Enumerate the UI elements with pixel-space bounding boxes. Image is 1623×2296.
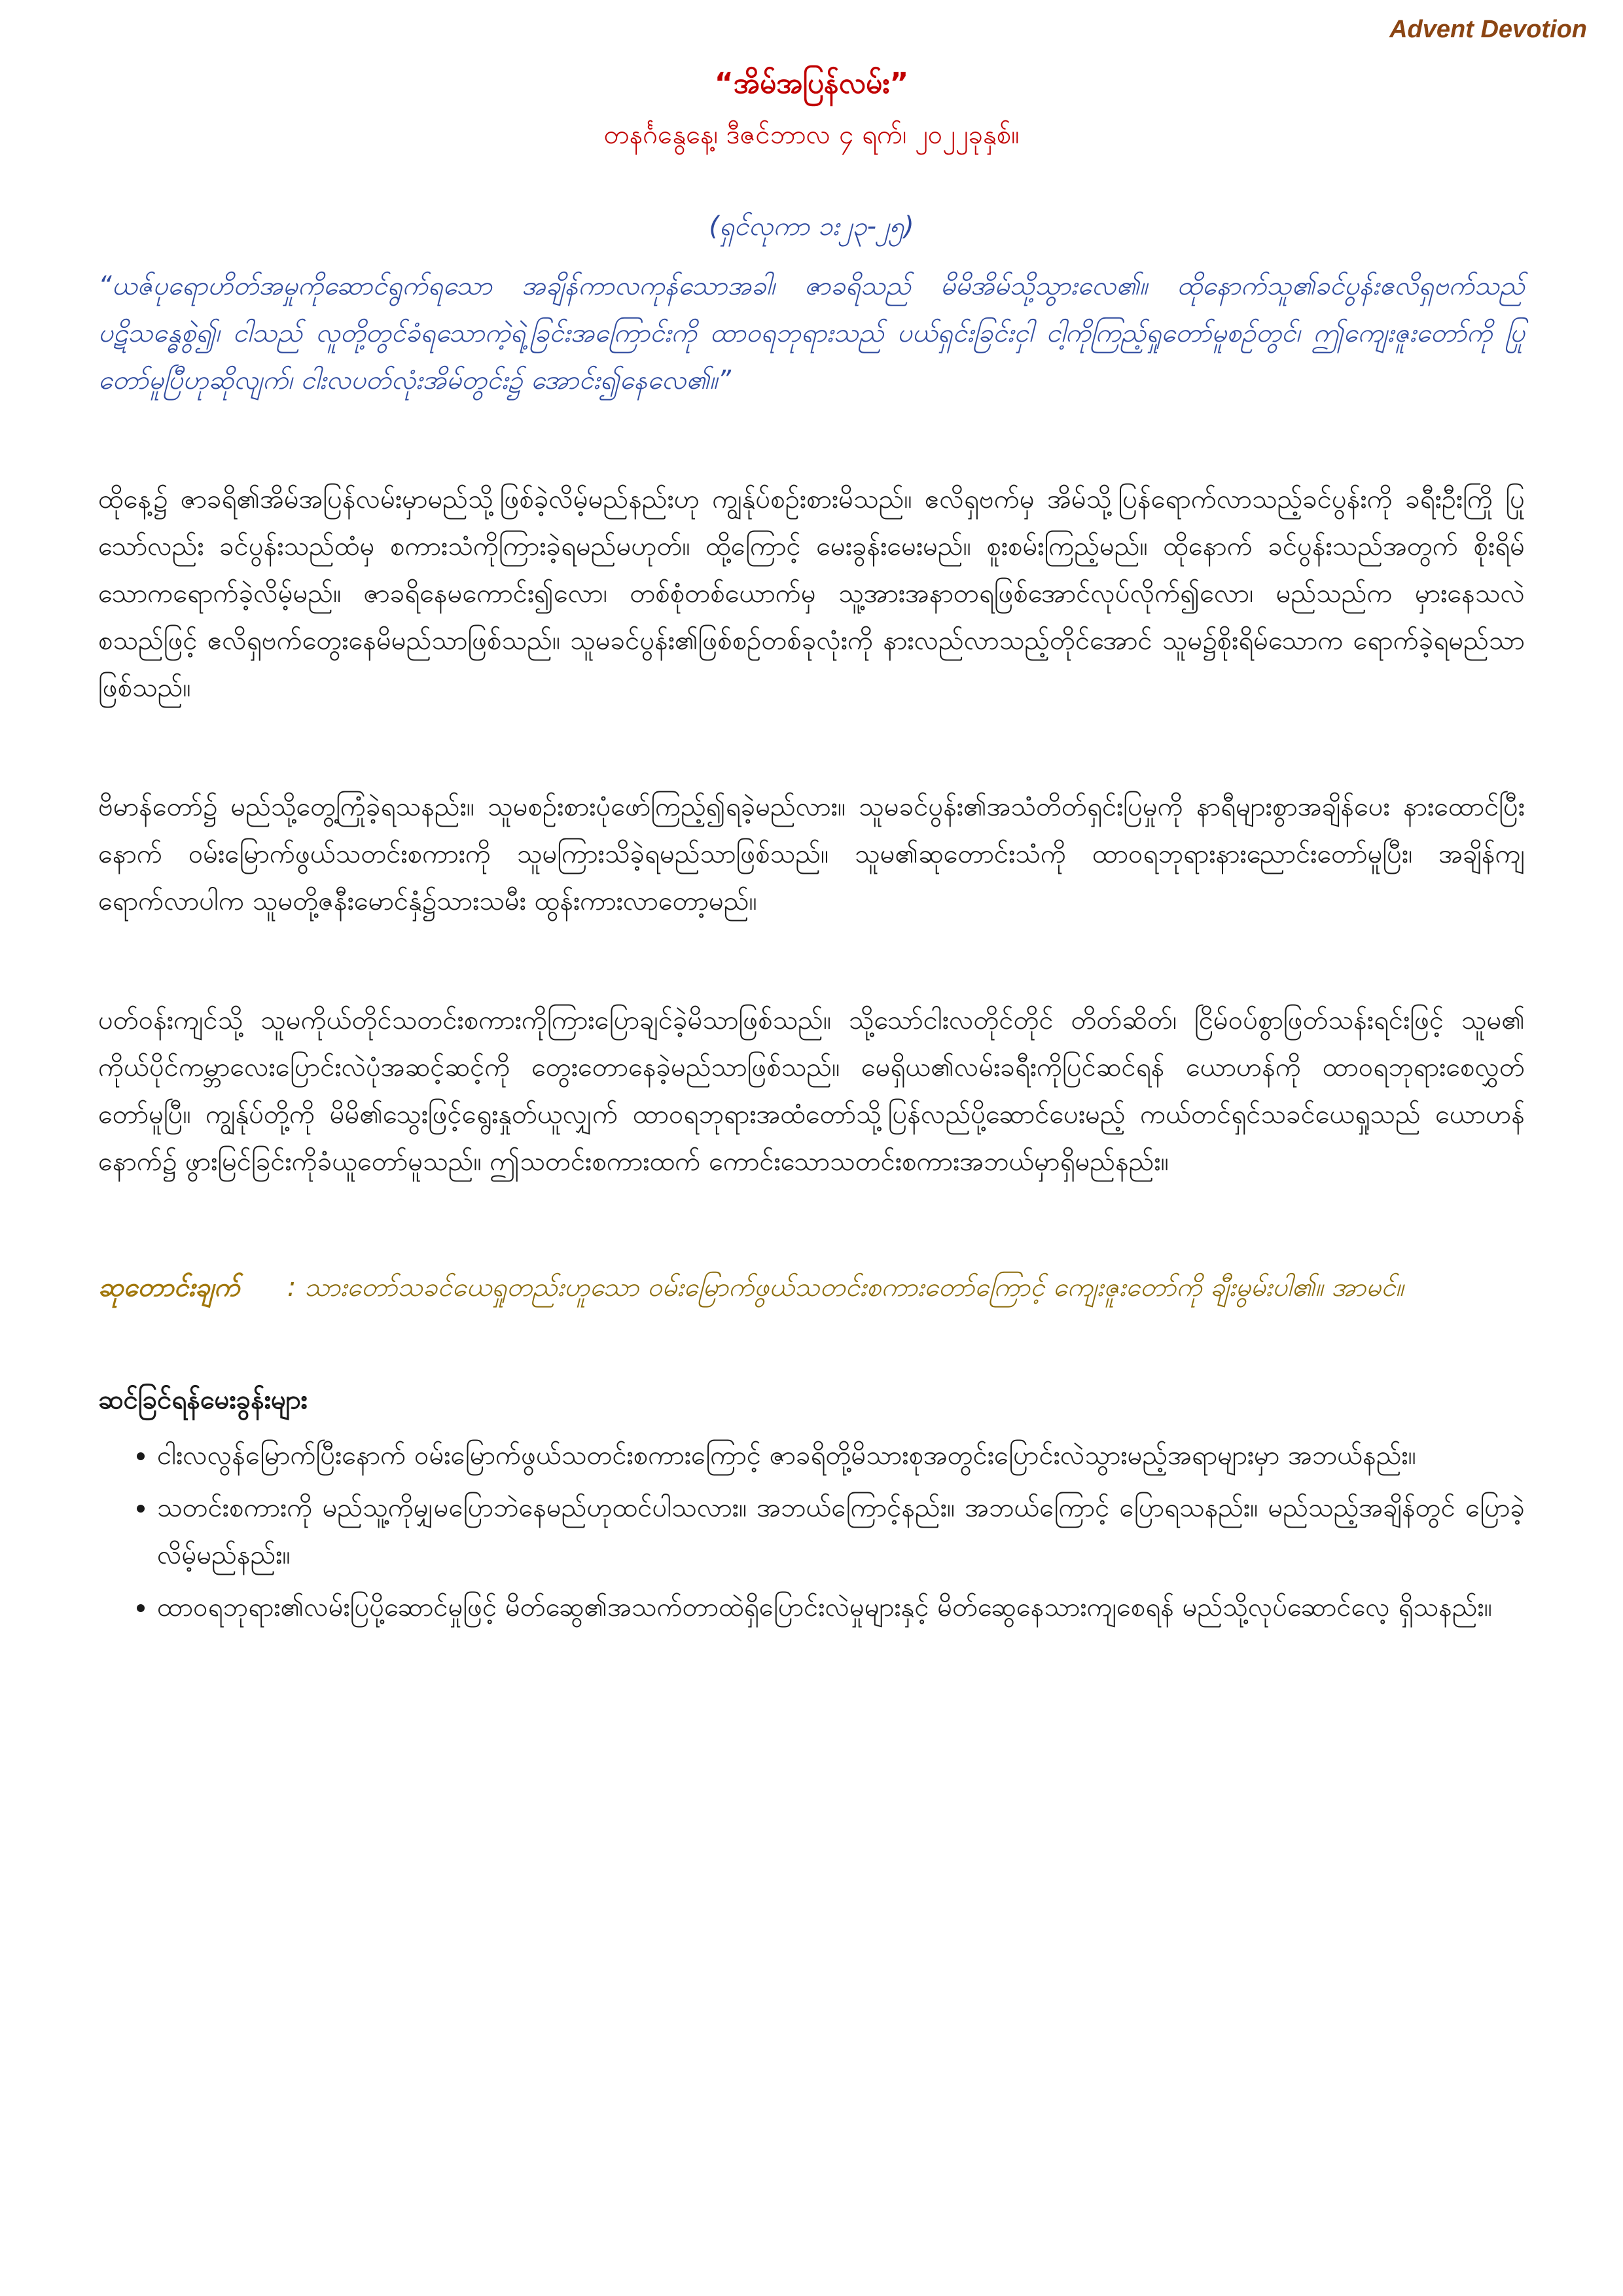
question-item-3: • ထာဝရဘုရား၏လမ်းပြပို့ဆောင်မှုဖြင့် မိတ်ဆွေ၏အသက်တာထဲရှိပြောင်းလဲမှုများနှင့် မိတ်ဆွေနေသားကျစေရန် မည်သို့လုပ်ဆောင်လေ့ ရှိသနည်း။ bbox=[157, 1584, 1525, 1631]
question-item-1: • ငါးလလွန်မြောက်ပြီးနောက် ဝမ်းမြောက်ဖွယ်သတင်းစကားကြောင့် ဇာခရိတို့မိသားစုအတွင်းပြောင်းလဲသွားမည့်အရာများမှာ အဘယ်နည်း။ bbox=[157, 1432, 1525, 1479]
questions-heading: ဆင်ခြင်ရန်မေးခွန်းများ bbox=[98, 1385, 308, 1415]
scripture-reference: (ရှင်လုကာ ၁း၂၃-၂၅) bbox=[709, 211, 914, 242]
paragraph-2: ဗိမာန်တော်၌ မည်သို့တွေ့ကြုံခဲ့ရသနည်း။ သူမစဉ်းစားပုံဖော်ကြည့်၍ရခဲ့မည်လား။ သူမခင်ပွန်း၏အသံတိတ်ရှင်းပြမှုကို နာရီများစွာအချိန်ပေး နားထောင်ပြီးနောက် ဝမ်းမြောက်ဖွယ်သတင်းစကားကို သူမကြားသိခဲ့ရမည်သာဖြစ်သည်။ သူမ၏ဆုတောင်းသံကို ထာဝရဘုရားနားညောင်းတော်မူပြီး၊ အချိန်ကျရောက်လာပါက သူမတို့ဇနီးမောင်နှံ၌သားသမီး ထွန်းကားလာတော့မည်။ bbox=[98, 792, 1525, 916]
paragraph-3: ပတ်ဝန်းကျင်သို့ သူမကိုယ်တိုင်သတင်းစကားကိုကြားပြောချင်ခဲ့မိသာဖြစ်သည်။ သို့သော်ငါးလတိုင်တိုင် တိတ်ဆိတ်၊ ငြိမ်ဝပ်စွာဖြတ်သန်းရင်းဖြင့် သူမ၏ ကိုယ်ပိုင်ကမ္ဘာလေးပြောင်းလဲပုံအဆင့်ဆင့်ကို တွေးတောနေခဲ့မည်သာဖြစ်သည်။ မေရှိယ၏လမ်းခရီးကိုပြင်ဆင်ရန် ယောဟန်ကို ထာဝရဘုရားစေလွှတ် တော်မူပြီ။ ကျွန်ုပ်တို့ကို မိမိ၏သွေးဖြင့်ရွေးနှုတ်ယူလျှက် ထာဝရဘုရားအထံတော်သို့ပြန်လည်ပို့ဆောင်ပေးမည့် ကယ်တင်ရှင်သခင်ယေရှုသည် ယောဟန်နောက်၌ ဖွားမြင်ခြင်းကိုခံယူတော်မူသည်။ ဤသတင်းစကားထက် ကောင်းသောသတင်းစကားအဘယ်မှာရှိမည်နည်း။ bbox=[98, 1005, 1525, 1177]
page-title: “အိမ်အပြန်လမ်း” bbox=[714, 67, 909, 100]
main-content bbox=[98, 209, 1525, 1636]
prayer-section bbox=[98, 1264, 1525, 1311]
prayer-label: ဆုတောင်းချက် bbox=[98, 1272, 240, 1302]
header-tag: Advent Devotion bbox=[1389, 16, 1587, 43]
scripture-text: “ယဇ်ပုရောဟိတ်အမှုကိုဆောင်ရွက်ရသော အချိန်ကာလကုန်သောအခါ၊ ဇာခရိသည် မိမိအိမ်သို့သွားလေ၏။ ထိုနောက်သူ၏ခင်ပွန်းဧလိရှဗက်သည် ပဋိသန္ဓေစွဲ၍၊ ငါသည် လူတို့တွင်ခံရသောကဲ့ရဲ့ခြင်းအကြောင်းကို ထာဝရဘုရားသည် ပယ်ရှင်းခြင်းငှါ ငါ့ကိုကြည့်ရှုတော်မူစဉ်တွင်၊ ဤကျေးဇူးတော်ကို ပြုတော်မူပြီဟုဆိုလျက်၊ ငါးလပတ်လုံးအိမ်တွင်း၌ အောင်း၍နေလေ၏။” bbox=[98, 271, 1525, 395]
page-date: တနင်္ဂနွေနေ့၊ ဒီဇင်ဘာလ ၄ ရက်၊ ၂၀၂၂ခုနှစ်။ bbox=[603, 120, 1020, 150]
prayer-text: : သားတော်သခင်ယေရှုတည်းဟူသော ဝမ်းမြောက်ဖွယ်သတင်းစကားတော်ကြောင့် ကျေးဇူးတော်ကို ချီးမွမ်းပါ၏။ အာမင်။ bbox=[287, 1272, 1404, 1302]
question-item-2: • သတင်းစကားကို မည်သူ့ကိုမျှမပြောဘဲနေမည်ဟုထင်ပါသလား။ အဘယ်ကြောင့်နည်း။ အဘယ်ကြောင့် ပြောရသနည်း။ မည်သည့်အချိန်တွင် ပြောခဲ့လိမ့်မည်နည်း။ bbox=[157, 1484, 1525, 1579]
questions-list bbox=[98, 1432, 1525, 1631]
paragraph-1: ထိုနေ့၌ ဇာခရိ၏အိမ်အပြန်လမ်းမှာမည်သို့ဖြစ်ခဲ့လိမ့်မည်နည်းဟု ကျွန်ုပ်စဉ်းစားမိသည်။ ဧလိရှဗက်မှ အိမ်သို့ပြန်ရောက်လာသည့်ခင်ပွန်းကို ခရီးဦးကြို ပြုသော်လည်း ခင်ပွန်းသည်ထံမှ စကားသံကိုကြားခဲ့ရမည်မဟုတ်။ ထို့ကြောင့် မေးခွန်းမေးမည်။ စူးစမ်းကြည့်မည်။ ထိုနောက် ခင်ပွန်းသည်အတွက် စိုးရိမ်သောကရောက်ခဲ့လိမ့်မည်။ ဇာခရိနေမကောင်း၍လော၊ တစ်စုံတစ်ယောက်မှ သူ့အားအနာတရဖြစ်အောင်လုပ်လိုက်၍လော၊ မည်သည်က မှားနေသလဲစသည်ဖြင့် ဧလိရှဗက်တွေးနေမိမည်သာဖြစ်သည်။ သူမခင်ပွန်း၏ဖြစ်စဉ်တစ်ခုလုံးကို နားလည်လာသည့်တိုင်အောင် သူမ၌စိုးရိမ်သောက ရောက်ခဲ့ရမည်သာဖြစ်သည်။ bbox=[98, 484, 1525, 703]
